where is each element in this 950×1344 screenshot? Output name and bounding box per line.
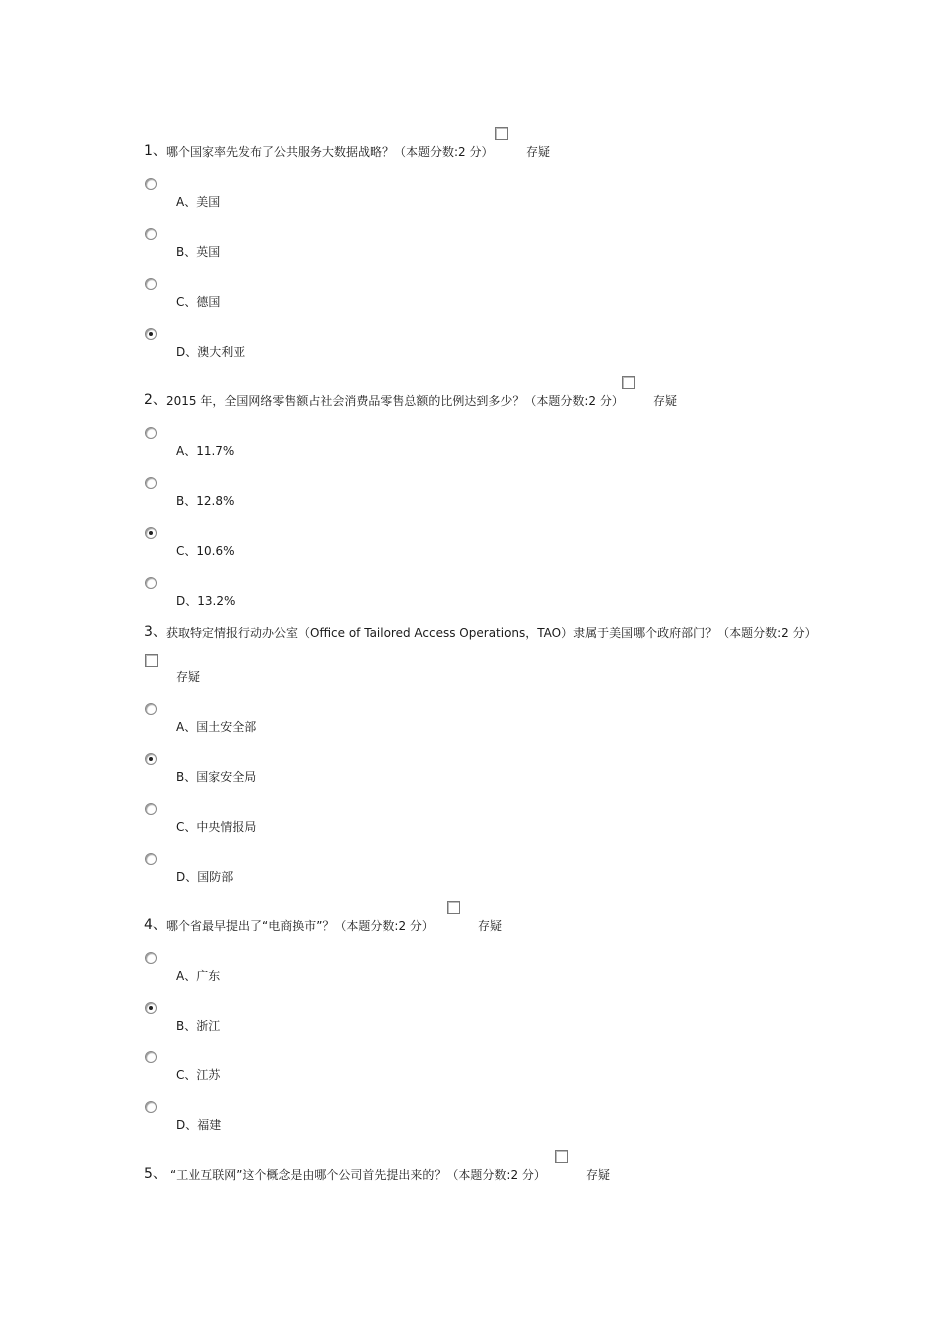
option-label: C、10.6% xyxy=(176,544,235,558)
option-label: A、广东 xyxy=(176,969,221,983)
question-number: 1、 xyxy=(144,143,167,159)
option-radio[interactable] xyxy=(145,178,157,190)
option-label: C、德国 xyxy=(176,295,221,309)
option-label: B、12.8% xyxy=(176,494,235,508)
option-label: D、13.2% xyxy=(176,594,236,608)
option-radio[interactable] xyxy=(145,803,157,815)
radio-dot xyxy=(149,531,153,535)
question-number: 4、 xyxy=(144,917,167,933)
cunyi-checkbox[interactable] xyxy=(145,654,158,667)
question-number: 2、 xyxy=(144,392,167,408)
option-radio[interactable] xyxy=(145,703,157,715)
option-label: B、英国 xyxy=(176,245,221,259)
option-radio[interactable] xyxy=(145,853,157,865)
question-text: 2015 年，全国网络零售额占社会消费品零售总额的比例达到多少？（本题分数:2 分） xyxy=(166,394,624,408)
option-radio[interactable] xyxy=(145,477,157,489)
question-text: 哪个省最早提出了“电商换市”？（本题分数:2 分） xyxy=(166,919,434,933)
cunyi-label: 存疑 xyxy=(586,1168,611,1182)
radio-dot xyxy=(149,757,153,761)
option-radio-selected[interactable] xyxy=(145,753,157,765)
question-text: “工业互联网”这个概念是由哪个公司首先提出来的？（本题分数:2 分） xyxy=(170,1168,546,1182)
option-radio[interactable] xyxy=(145,577,157,589)
radio-dot xyxy=(149,332,153,336)
cunyi-label: 存疑 xyxy=(653,394,678,408)
question-number: 5、 xyxy=(144,1166,167,1182)
option-label: A、国土安全部 xyxy=(176,720,257,734)
radio-dot xyxy=(149,1006,153,1010)
option-radio[interactable] xyxy=(145,1051,157,1063)
option-radio-selected[interactable] xyxy=(145,328,157,340)
option-radio[interactable] xyxy=(145,1101,157,1113)
option-label: B、浙江 xyxy=(176,1019,221,1033)
option-radio-selected[interactable] xyxy=(145,527,157,539)
option-label: D、澳大利亚 xyxy=(176,345,246,359)
option-label: C、中央情报局 xyxy=(176,820,257,834)
option-label: B、国家安全局 xyxy=(176,770,257,784)
cunyi-label: 存疑 xyxy=(176,670,201,684)
option-radio[interactable] xyxy=(145,952,157,964)
cunyi-label: 存疑 xyxy=(526,145,551,159)
option-label: A、美国 xyxy=(176,195,221,209)
option-radio[interactable] xyxy=(145,278,157,290)
option-label: A、11.7% xyxy=(176,444,235,458)
cunyi-checkbox[interactable] xyxy=(447,901,460,914)
option-radio-selected[interactable] xyxy=(145,1002,157,1014)
cunyi-checkbox[interactable] xyxy=(495,127,508,140)
question-text: 获取特定情报行动办公室（Office of Tailored Access Operations，TAO）隶属于美国哪个政府部门？（本题分数:2 分） xyxy=(166,626,817,640)
cunyi-label: 存疑 xyxy=(478,919,503,933)
question-number: 3、 xyxy=(144,624,167,640)
option-label: D、福建 xyxy=(176,1118,222,1132)
option-label: D、国防部 xyxy=(176,870,234,884)
option-radio[interactable] xyxy=(145,427,157,439)
question-text: 哪个国家率先发布了公共服务大数据战略？（本题分数:2 分） xyxy=(166,145,494,159)
cunyi-checkbox[interactable] xyxy=(555,1150,568,1163)
option-radio[interactable] xyxy=(145,228,157,240)
cunyi-checkbox[interactable] xyxy=(622,376,635,389)
option-label: C、江苏 xyxy=(176,1068,221,1082)
